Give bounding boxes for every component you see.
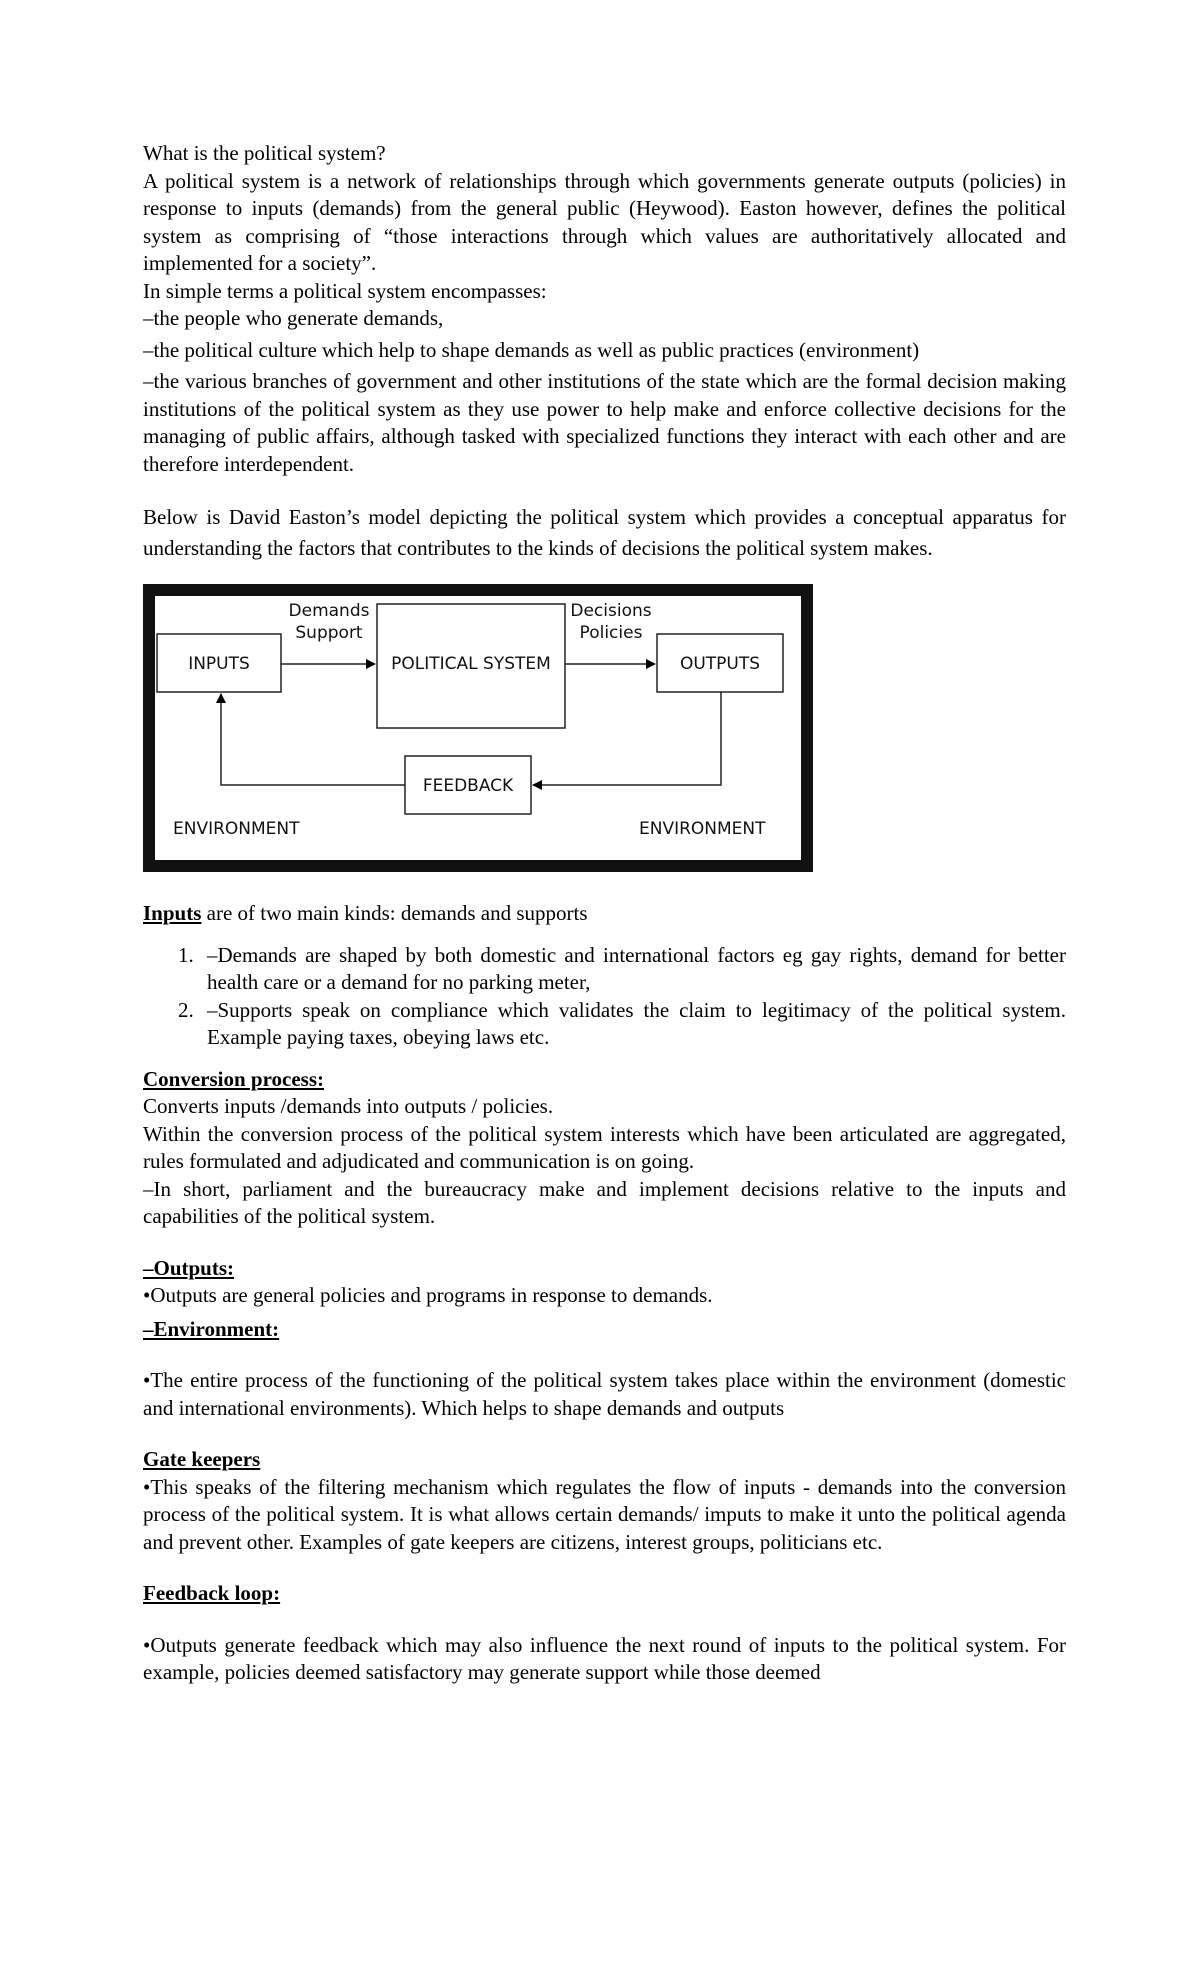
feedback-loop-text: •Outputs generate feedback which may also influence the next round of inputs to the political system. For example, policies deemed satisfactory may generate support while those deemed	[143, 1632, 1066, 1684]
conversion-heading: Conversion process:	[143, 1066, 325, 1091]
easton-model-diagram	[143, 584, 813, 872]
outputs-heading: –Outputs:	[143, 1255, 235, 1280]
support-label: Support	[295, 623, 363, 643]
conversion-line-1: Converts inputs /demands into outputs / policies.	[143, 1094, 554, 1118]
conversion-line-2: Within the conversion process of the political system interests which have been articulated are aggregated, rules formulated and adjudicated and communication is on going.	[143, 1121, 1066, 1173]
conversion-line-3: –In short, parliament and the bureaucracy make and implement decisions relative to the inputs and capabilities of the political system.	[143, 1176, 1066, 1228]
document-page	[143, 140, 1066, 1687]
outputs-label: OUTPUTS	[679, 654, 761, 674]
inputs-label: INPUTS	[188, 654, 250, 674]
decisions-label: Decisions	[570, 601, 652, 621]
environment-left-label: ENVIRONMENT	[173, 819, 300, 839]
encompass-item-people: –the people who generate demands,	[143, 306, 444, 330]
encompass-item-branches: –the various branches of government and other institutions of the state which are the formal decision making institutions of the political system as they use power to help make and enforce collective decisions for the managing of public affairs, although tasked with specialized functions they interact with each other and are therefore interdependent.	[143, 369, 1066, 476]
environment-right-label: ENVIRONMENT	[639, 819, 766, 839]
environment-text: •The entire process of the functioning of the political system takes place within the environment (domestic and international environments). Which helps to shape demands and outputs	[143, 1368, 1066, 1420]
gatekeepers-text: •This speaks of the filtering mechanism which regulates the flow of inputs - demands into the conversion process of the political system. It is what allows certain demands/ imputs to make it unto the political agenda and prevent other. Examples of gate keepers are citizens, interest groups, politicians etc.	[143, 1474, 1066, 1554]
environment-heading: –Environment:	[143, 1316, 280, 1341]
inputs-intro	[143, 900, 1066, 928]
simple-terms-line: In simple terms a political system encompasses:	[143, 278, 547, 303]
intro-paragraph: A political system is a network of relationships through which governments generate outputs (policies) in response to inputs (demands) from the general public (Heywood). Easton however, defines the political system as comprising of “those interactions through which values are authoritatively allocated and implemented for a society”.	[143, 168, 1066, 275]
feedback-loop-heading: Feedback loop:	[143, 1581, 281, 1605]
inputs-heading: Inputs	[143, 901, 202, 925]
demands-label: Demands	[288, 601, 370, 621]
outputs-text: •Outputs are general policies and programs in response to demands.	[143, 1283, 713, 1307]
inputs-list	[143, 942, 1066, 1052]
gatekeepers-heading: Gate keepers	[143, 1447, 261, 1471]
list-item: 2. –Supports speak on compliance which validates the claim to legitimacy of the political system. Example paying taxes, obeying laws etc.	[199, 997, 1066, 1052]
political-system-label: POLITICAL SYSTEM	[391, 654, 551, 674]
inputs-intro-text: are of two main kinds: demands and supports	[201, 901, 588, 925]
page-title: What is the political system?	[143, 141, 386, 165]
list-item: 1. –Demands are shaped by both domestic and international factors eg gay rights, demand for better health care or a demand for no parking meter,	[199, 942, 1066, 997]
feedback-label: FEEDBACK	[422, 776, 514, 796]
easton-model-intro: Below is David Easton’s model depicting the political system which provides a conceptual apparatus for understanding the factors that contributes to the kinds of decisions the political system makes.	[143, 505, 1066, 560]
policies-label: Policies	[579, 623, 643, 643]
encompass-item-culture: –the political culture which help to shape demands as well as public practices (environment)	[143, 337, 920, 362]
